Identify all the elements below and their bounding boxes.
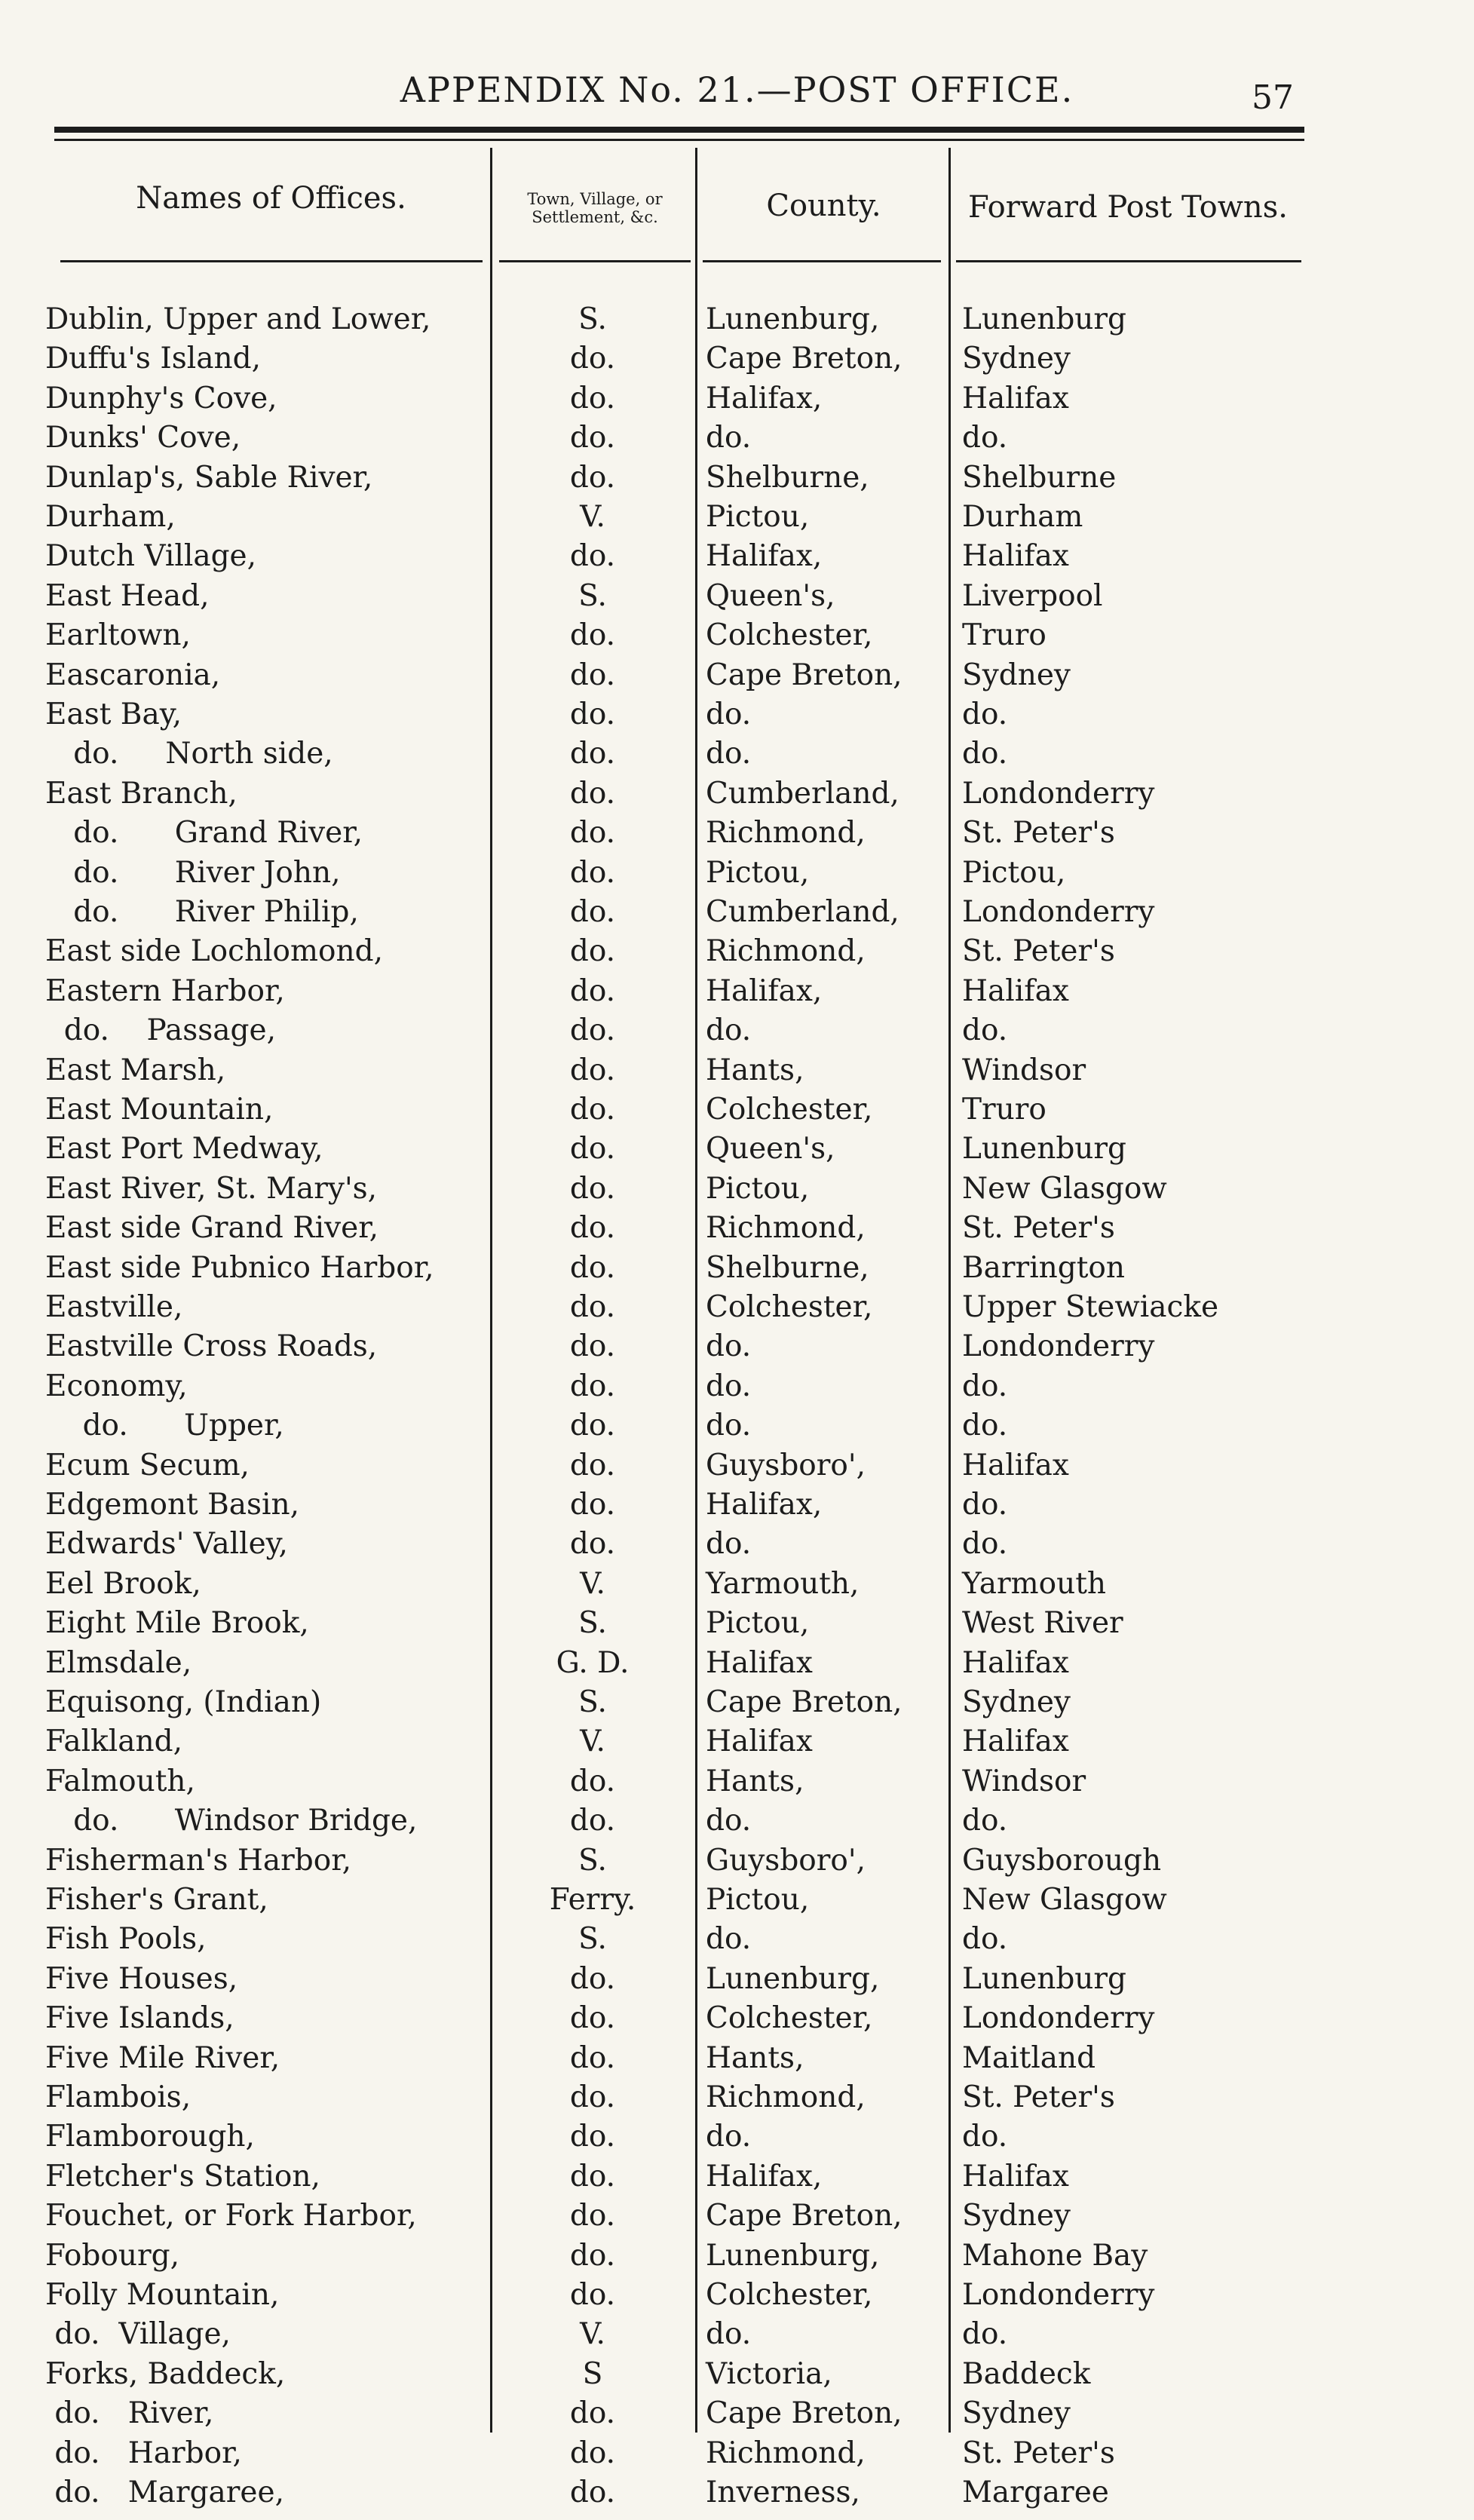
settlement-type-cell: do. — [569, 1488, 616, 1522]
table-row — [0, 1683, 1474, 1722]
office-name-cell: Fisherman's Harbor, — [45, 1843, 351, 1878]
settlement-type-cell: V. — [580, 1724, 605, 1759]
table-row — [0, 1565, 1474, 1604]
table-row — [0, 1209, 1474, 1248]
header-rule-thin — [54, 139, 1304, 141]
settlement-type-cell: do. — [569, 1961, 616, 1996]
header-rule-thick — [54, 127, 1304, 133]
table-row — [0, 1525, 1474, 1564]
table-row — [0, 2197, 1474, 2236]
table-row — [0, 2157, 1474, 2197]
header-underline — [956, 260, 1301, 262]
page-title: APPENDIX No. 21.—POST OFFICE. — [400, 69, 1074, 110]
post-town-cell: St. Peter's — [962, 2080, 1115, 2114]
settlement-type-cell: do. — [569, 2120, 616, 2154]
county-cell: Richmond, — [706, 934, 866, 969]
office-name-cell: do. Village, — [45, 2317, 231, 2352]
county-cell: Shelburne, — [706, 460, 869, 495]
office-name-cell: Falmouth, — [45, 1764, 195, 1798]
county-cell: Cape Breton, — [706, 2396, 902, 2431]
office-name-cell: do. Upper, — [45, 1409, 284, 1443]
office-name-cell: East River, St. Mary's, — [45, 1171, 378, 1206]
county-cell: Halifax — [706, 1645, 813, 1680]
settlement-type-cell: V. — [580, 500, 605, 534]
county-cell: Hants, — [706, 1053, 804, 1087]
county-cell: Queen's, — [706, 578, 835, 613]
table-row — [0, 1249, 1474, 1288]
office-name-cell: East Bay, — [45, 697, 182, 731]
table-row — [0, 1090, 1474, 1130]
post-town-cell: West River — [962, 1606, 1123, 1641]
office-name-cell: Eascaronia, — [45, 658, 221, 692]
table-row — [0, 300, 1474, 339]
office-name-cell: do. River John, — [45, 855, 341, 890]
post-town-cell: do. — [962, 1488, 1008, 1522]
settlement-type-cell: do. — [569, 973, 616, 1008]
header-underline — [60, 260, 483, 262]
post-town-cell: Truro — [962, 618, 1047, 653]
table-row — [0, 854, 1474, 893]
settlement-type-cell: do. — [569, 1448, 616, 1482]
settlement-type-cell: S. — [578, 302, 607, 336]
office-name-cell: East Branch, — [45, 776, 237, 811]
table-row — [0, 1604, 1474, 1643]
table-row — [0, 2434, 1474, 2473]
column-header-type: Town, Village, or Settlement, &c. — [527, 190, 663, 226]
settlement-type-cell: do. — [569, 421, 616, 455]
office-name-cell: do. Windsor Bridge, — [45, 1804, 418, 1838]
office-name-cell: Dunphy's Cove, — [45, 381, 277, 415]
settlement-type-cell: do. — [569, 381, 616, 415]
county-cell: Guysboro', — [706, 1843, 866, 1878]
county-cell: do. — [706, 2317, 752, 2352]
header-underline — [703, 260, 941, 262]
table-row — [0, 379, 1474, 418]
page-number: 57 — [1252, 78, 1294, 117]
table-row — [0, 1011, 1474, 1050]
office-name-cell: East side Grand River, — [45, 1211, 378, 1246]
settlement-type-cell: S. — [578, 578, 607, 613]
office-name-cell: East side Lochlomond, — [45, 934, 383, 969]
table-row — [0, 1288, 1474, 1327]
office-name-cell: East Marsh, — [45, 1053, 226, 1087]
office-name-cell: Duffu's Island, — [45, 342, 261, 376]
column-header-post-towns: Forward Post Towns. — [968, 190, 1288, 225]
settlement-type-cell: S. — [578, 1606, 607, 1641]
table-row — [0, 1406, 1474, 1445]
office-name-cell: Fish Pools, — [45, 1922, 207, 1957]
post-town-cell: Yarmouth — [962, 1566, 1106, 1601]
post-town-cell: Maitland — [962, 2040, 1096, 2075]
post-town-cell: Halifax — [962, 539, 1069, 574]
office-name-cell: Flamborough, — [45, 2120, 255, 2154]
county-cell: Richmond, — [706, 2436, 866, 2470]
settlement-type-cell: do. — [569, 1250, 616, 1285]
post-town-cell: Halifax — [962, 381, 1069, 415]
post-town-cell: Sydney — [962, 1685, 1071, 1719]
settlement-type-cell: do. — [569, 1804, 616, 1838]
post-town-cell: do. — [962, 1527, 1008, 1562]
office-name-cell: Equisong, (Indian) — [45, 1685, 322, 1719]
office-name-cell: do. Grand River, — [45, 816, 363, 851]
table-row — [0, 498, 1474, 537]
county-cell: Colchester, — [706, 2278, 873, 2312]
settlement-type-cell: do. — [569, 1171, 616, 1206]
table-row — [0, 1841, 1474, 1881]
post-town-cell: Margaree — [962, 2476, 1109, 2509]
settlement-type-cell: Ferry. — [549, 1883, 636, 1917]
settlement-type-cell: S. — [578, 1685, 607, 1719]
post-town-cell: Durham — [962, 500, 1083, 534]
post-town-cell: Truro — [962, 1093, 1047, 1127]
settlement-type-cell: do. — [569, 816, 616, 851]
county-cell: Hants, — [706, 1764, 804, 1798]
county-cell: Cape Breton, — [706, 2199, 902, 2233]
post-town-cell: Shelburne — [962, 460, 1117, 495]
table-row — [0, 893, 1474, 932]
county-cell: Halifax, — [706, 1488, 823, 1522]
office-name-cell: Folly Mountain, — [45, 2278, 280, 2312]
settlement-type-cell: do. — [569, 1329, 616, 1364]
post-town-cell: Liverpool — [962, 578, 1103, 613]
county-cell: do. — [706, 1369, 752, 1403]
county-cell: Colchester, — [706, 1093, 873, 1127]
table-row — [0, 932, 1474, 971]
county-cell: do. — [706, 737, 752, 771]
table-row — [0, 1801, 1474, 1841]
county-cell: Cumberland, — [706, 776, 899, 811]
post-town-cell: do. — [962, 421, 1008, 455]
settlement-type-cell: do. — [569, 1369, 616, 1403]
settlement-type-cell: do. — [569, 1132, 616, 1166]
settlement-type-cell: S — [582, 2356, 603, 2391]
county-cell: Halifax, — [706, 381, 823, 415]
office-name-cell: Elmsdale, — [45, 1645, 192, 1680]
settlement-type-cell: do. — [569, 697, 616, 731]
post-town-cell: Sydney — [962, 658, 1071, 692]
table-row — [0, 2315, 1474, 2354]
settlement-type-cell: do. — [569, 2080, 616, 2114]
post-town-cell: Halifax — [962, 2159, 1069, 2194]
county-cell: Shelburne, — [706, 1250, 869, 1285]
county-cell: do. — [706, 1527, 752, 1562]
post-town-cell: Londonderry — [962, 2001, 1155, 2036]
county-cell: Lunenburg, — [706, 1961, 880, 1996]
table-row — [0, 1881, 1474, 1920]
settlement-type-cell: do. — [569, 1013, 616, 1048]
table-row — [0, 2078, 1474, 2117]
settlement-type-cell: S. — [578, 1843, 607, 1878]
table-row — [0, 814, 1474, 853]
table-row — [0, 1367, 1474, 1406]
post-town-cell: Londonderry — [962, 895, 1155, 929]
table-row — [0, 339, 1474, 379]
table-row — [0, 2473, 1474, 2512]
county-cell: Victoria, — [706, 2356, 832, 2391]
office-name-cell: Dublin, Upper and Lower, — [45, 302, 431, 336]
settlement-type-cell: do. — [569, 2278, 616, 2312]
office-name-cell: Edwards' Valley, — [45, 1527, 288, 1562]
post-town-cell: Londonderry — [962, 2278, 1155, 2312]
post-town-cell: do. — [962, 697, 1008, 731]
county-cell: Cape Breton, — [706, 342, 902, 376]
county-cell: Pictou, — [706, 1171, 810, 1206]
settlement-type-cell: do. — [569, 2040, 616, 2075]
county-cell: Lunenburg, — [706, 2238, 880, 2273]
settlement-type-cell: do. — [569, 2238, 616, 2273]
post-town-cell: Halifax — [962, 1724, 1069, 1759]
county-cell: Inverness, — [706, 2476, 860, 2509]
post-town-cell: Sydney — [962, 342, 1071, 376]
table-row — [0, 2355, 1474, 2394]
settlement-type-cell: do. — [569, 1764, 616, 1798]
table-row — [0, 1327, 1474, 1366]
county-cell: Hants, — [706, 2040, 804, 2075]
table-row — [0, 616, 1474, 655]
office-name-cell: Ecum Secum, — [45, 1448, 250, 1482]
table-row — [0, 1762, 1474, 1801]
county-cell: Pictou, — [706, 1606, 810, 1641]
table-row — [0, 1644, 1474, 1683]
column-header-county: County. — [766, 189, 881, 223]
table-row — [0, 1170, 1474, 1209]
office-name-cell: East Head, — [45, 578, 210, 613]
post-town-cell: Halifax — [962, 973, 1069, 1008]
office-name-cell: Five Houses, — [45, 1961, 238, 1996]
office-name-cell: do. River Philip, — [45, 895, 359, 929]
post-town-cell: do. — [962, 1369, 1008, 1403]
county-cell: Lunenburg, — [706, 302, 880, 336]
table-row — [0, 774, 1474, 814]
table-row — [0, 418, 1474, 458]
post-town-cell: Lunenburg — [962, 1961, 1127, 1996]
county-cell: Cape Breton, — [706, 1685, 902, 1719]
office-name-cell: East Mountain, — [45, 1093, 274, 1127]
table-row — [0, 2117, 1474, 2157]
county-cell: Richmond, — [706, 2080, 866, 2114]
post-town-cell: Londonderry — [962, 776, 1155, 811]
table-row — [0, 2236, 1474, 2276]
settlement-type-cell: do. — [569, 895, 616, 929]
county-cell: Richmond, — [706, 1211, 866, 1246]
office-name-cell: Fisher's Grant, — [45, 1883, 268, 1917]
post-town-cell: do. — [962, 1804, 1008, 1838]
county-cell: Yarmouth, — [706, 1566, 860, 1601]
office-name-cell: Forks, Baddeck, — [45, 2356, 286, 2391]
post-town-cell: do. — [962, 737, 1008, 771]
county-cell: do. — [706, 421, 752, 455]
office-name-cell: Eastern Harbor, — [45, 973, 285, 1008]
post-town-cell: Pictou, — [962, 855, 1066, 890]
office-name-cell: Fletcher's Station, — [45, 2159, 320, 2194]
post-town-cell: St. Peter's — [962, 1211, 1115, 1246]
county-cell: do. — [706, 697, 752, 731]
county-cell: do. — [706, 2120, 752, 2154]
settlement-type-cell: do. — [569, 1527, 616, 1562]
settlement-type-cell: do. — [569, 460, 616, 495]
table-row — [0, 1999, 1474, 2038]
post-town-cell: Lunenburg — [962, 1132, 1127, 1166]
table-row — [0, 1446, 1474, 1485]
table-row — [0, 1051, 1474, 1090]
post-town-cell: Halifax — [962, 1448, 1069, 1482]
post-town-cell: do. — [962, 2317, 1008, 2352]
post-town-cell: St. Peter's — [962, 2436, 1115, 2470]
post-town-cell: Guysborough — [962, 1843, 1162, 1878]
settlement-type-cell: do. — [569, 658, 616, 692]
post-town-cell: Barrington — [962, 1250, 1126, 1285]
office-name-cell: Eel Brook, — [45, 1566, 201, 1601]
settlement-type-cell: S. — [578, 1922, 607, 1957]
table-row — [0, 1920, 1474, 1959]
county-cell: do. — [706, 1329, 752, 1364]
post-town-cell: Londonderry — [962, 1329, 1155, 1364]
county-cell: Halifax — [706, 1724, 813, 1759]
settlement-type-cell: do. — [569, 737, 616, 771]
table-row — [0, 1960, 1474, 1999]
settlement-type-cell: do. — [569, 2199, 616, 2233]
table-row — [0, 2039, 1474, 2078]
post-town-cell: St. Peter's — [962, 816, 1115, 851]
county-cell: Colchester, — [706, 2001, 873, 2036]
table-row — [0, 2394, 1474, 2433]
office-name-cell: Five Mile River, — [45, 2040, 280, 2075]
county-cell: Pictou, — [706, 500, 810, 534]
office-name-cell: East Port Medway, — [45, 1132, 323, 1166]
post-town-cell: Lunenburg — [962, 302, 1127, 336]
table-row — [0, 2276, 1474, 2315]
post-town-cell: St. Peter's — [962, 934, 1115, 969]
post-town-cell: do. — [962, 1013, 1008, 1048]
post-town-cell: do. — [962, 1409, 1008, 1443]
office-name-cell: Eastville, — [45, 1290, 183, 1324]
settlement-type-cell: do. — [569, 1409, 616, 1443]
settlement-type-cell: do. — [569, 776, 616, 811]
office-name-cell: Five Islands, — [45, 2001, 234, 2036]
office-name-cell: Flambois, — [45, 2080, 192, 2114]
table-row — [0, 734, 1474, 774]
column-header-names: Names of Offices. — [136, 181, 406, 216]
settlement-type-cell: V. — [580, 2317, 605, 2352]
settlement-type-cell: do. — [569, 934, 616, 969]
settlement-type-cell: do. — [569, 539, 616, 574]
office-name-cell: do. North side, — [45, 737, 333, 771]
header-underline — [499, 260, 691, 262]
settlement-type-cell: do. — [569, 618, 616, 653]
table-row — [0, 1485, 1474, 1525]
county-cell: Halifax, — [706, 2159, 823, 2194]
county-cell: Halifax, — [706, 973, 823, 1008]
table-row — [0, 972, 1474, 1011]
post-town-cell: do. — [962, 2120, 1008, 2154]
county-cell: Colchester, — [706, 618, 873, 653]
county-cell: Colchester, — [706, 1290, 873, 1324]
post-town-cell: Sydney — [962, 2199, 1071, 2233]
office-name-cell: do. Margaree, — [45, 2476, 284, 2509]
table-row — [0, 1722, 1474, 1761]
office-name-cell: Eastville Cross Roads, — [45, 1329, 378, 1364]
county-cell: Queen's, — [706, 1132, 835, 1166]
office-name-cell: Earltown, — [45, 618, 191, 653]
settlement-type-cell: do. — [569, 1290, 616, 1324]
county-cell: Halifax, — [706, 539, 823, 574]
post-town-cell: Upper Stewiacke — [962, 1290, 1219, 1324]
settlement-type-cell: do. — [569, 2001, 616, 2036]
office-name-cell: Durham, — [45, 500, 176, 534]
county-cell: do. — [706, 1409, 752, 1443]
office-name-cell: Economy, — [45, 1369, 188, 1403]
settlement-type-cell: G. D. — [556, 1645, 630, 1680]
county-cell: do. — [706, 1922, 752, 1957]
office-name-cell: Fouchet, or Fork Harbor, — [45, 2199, 417, 2233]
county-cell: Pictou, — [706, 855, 810, 890]
office-name-cell: Eight Mile Brook, — [45, 1606, 309, 1641]
office-name-cell: Edgemont Basin, — [45, 1488, 300, 1522]
office-name-cell: Dunks' Cove, — [45, 421, 241, 455]
post-town-cell: do. — [962, 1922, 1008, 1957]
post-town-cell: New Glasgow — [962, 1883, 1167, 1917]
settlement-type-cell: do. — [569, 2436, 616, 2470]
post-town-cell: New Glasgow — [962, 1171, 1167, 1206]
office-name-cell: do. River, — [45, 2396, 214, 2431]
office-name-cell: do. Harbor, — [45, 2436, 242, 2470]
office-name-cell: East side Pubnico Harbor, — [45, 1250, 434, 1285]
post-town-cell: Mahone Bay — [962, 2238, 1148, 2273]
table-row — [0, 577, 1474, 616]
post-town-cell: Windsor — [962, 1764, 1086, 1798]
table-row — [0, 695, 1474, 734]
post-town-cell: Halifax — [962, 1645, 1069, 1680]
settlement-type-cell: do. — [569, 1211, 616, 1246]
county-cell: Cumberland, — [706, 895, 899, 929]
county-cell: Richmond, — [706, 816, 866, 851]
post-town-cell: Windsor — [962, 1053, 1086, 1087]
table-row — [0, 458, 1474, 498]
office-name-cell: Fobourg, — [45, 2238, 179, 2273]
table-row — [0, 656, 1474, 695]
settlement-type-cell: do. — [569, 1093, 616, 1127]
post-town-cell: Baddeck — [962, 2356, 1091, 2391]
county-cell: do. — [706, 1013, 752, 1048]
county-cell: Cape Breton, — [706, 658, 902, 692]
settlement-type-cell: V. — [580, 1566, 605, 1601]
settlement-type-cell: do. — [569, 855, 616, 890]
settlement-type-cell: do. — [569, 1053, 616, 1087]
settlement-type-cell: do. — [569, 2159, 616, 2194]
county-cell: Pictou, — [706, 1883, 810, 1917]
settlement-type-cell: do. — [569, 342, 616, 376]
county-cell: Guysboro', — [706, 1448, 866, 1482]
table-row — [0, 1130, 1474, 1169]
settlement-type-cell: do. — [569, 2476, 616, 2509]
table-row — [0, 537, 1474, 576]
office-name-cell: Dutch Village, — [45, 539, 257, 574]
post-town-cell: Sydney — [962, 2396, 1071, 2431]
settlement-type-cell: do. — [569, 2396, 616, 2431]
office-name-cell: Falkland, — [45, 1724, 182, 1759]
office-name-cell: do. Passage, — [45, 1013, 277, 1048]
office-name-cell: Dunlap's, Sable River, — [45, 460, 373, 495]
county-cell: do. — [706, 1804, 752, 1838]
